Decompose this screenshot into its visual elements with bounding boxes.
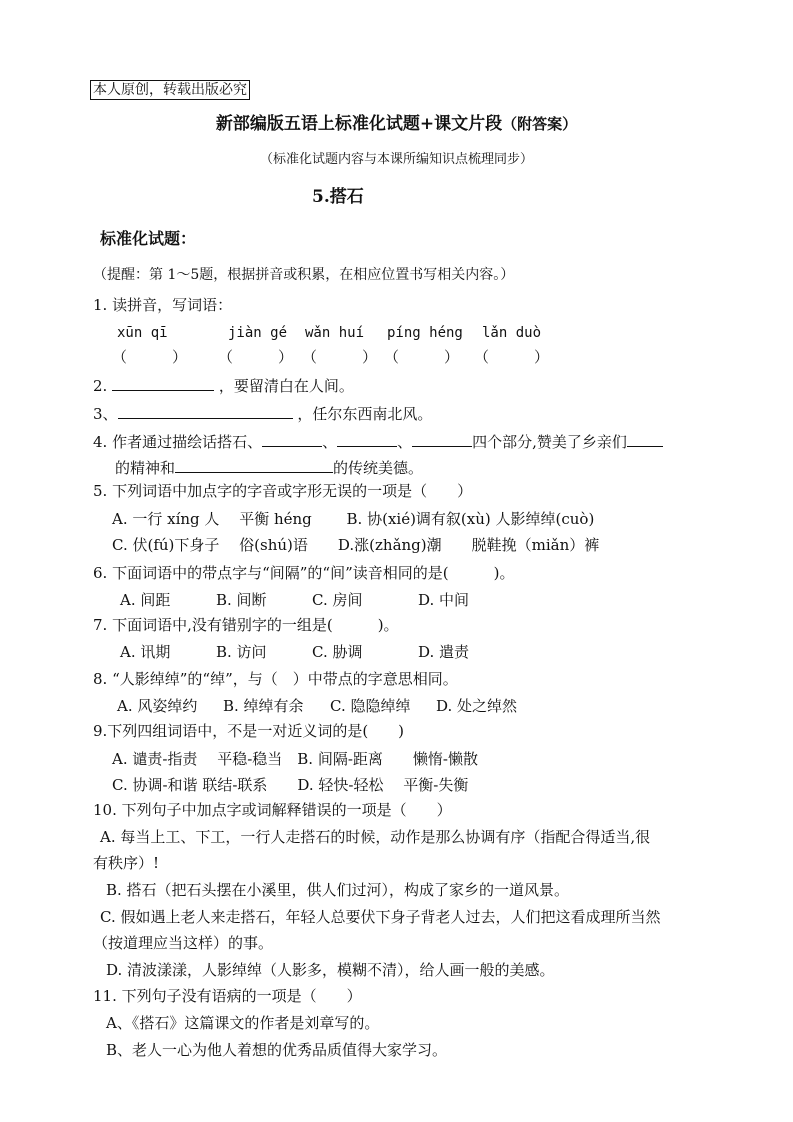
q10-option-c-line-1: C. 假如遇上老人来走搭石，年轻人总要伏下身子背老人过去，人们把这看成理所当然 [100, 908, 661, 926]
q7-option-d: D. 遣责 [418, 643, 470, 661]
q1-answer-box-1[interactable]: （ ） [112, 348, 188, 366]
q8-option-b: B. 绰绰有余 [223, 697, 304, 715]
section-heading: 标准化试题： [100, 229, 197, 248]
question-8-stem: 8. “人影绰绰”的“绰”，与（ ）中带点的字意思相同。 [93, 670, 458, 688]
q9-options-row-1: A. 谴责-指责 平稳-稳当 B. 间隔-距离 懒惰-懒散 [112, 750, 478, 768]
q1-pinyin-3: wǎn huí [305, 325, 365, 341]
q6-option-a: A. 间距 [120, 591, 171, 609]
q4-text-c: 的精神和 [115, 459, 176, 477]
question-4-line-1 [93, 431, 663, 452]
q4-sep-1: 、 [322, 433, 338, 451]
q4-text-a: 4. 作者通过描绘话搭石、 [93, 433, 263, 451]
copyright-stamp: 本人原创，转载出版必究 [90, 80, 250, 100]
q6-option-c: C. 房间 [312, 591, 363, 609]
q10-option-d: D. 清波漾漾，人影绰绰（人影多，模糊不清），给人画一般的美感。 [106, 961, 555, 979]
q5-options-row-1: A. 一行 xíng 人 平衡 héng B. 协(xié)调有叙(xù) 人影绰绰(cuò) [112, 510, 595, 528]
q1-pinyin-2: jiàn gé [228, 325, 288, 341]
q4-sep-2: 、 [397, 433, 413, 451]
q5-options-row-2: C. 伏(fú)下身子 俗(shú)语 D.涨(zhǎng)潮 脱鞋挽（miǎn）裤 [112, 536, 600, 554]
q3-answer-blank[interactable] [118, 403, 293, 419]
question-5-stem: 5. 下列词语中加点字的字音或字形无误的一项是（ ） [93, 482, 473, 500]
q4-blank-2[interactable] [337, 431, 397, 447]
question-2 [93, 375, 354, 396]
question-11-stem: 11. 下列句子没有语病的一项是（ ） [93, 987, 362, 1005]
q10-option-c-line-2: （按道理应当这样）的事。 [93, 934, 274, 952]
q2-answer-blank[interactable] [112, 375, 214, 391]
q1-answer-box-3[interactable]: （ ） [302, 348, 378, 366]
q1-pinyin-1: xūn qī [117, 325, 168, 341]
q1-pinyin-4: píng héng [387, 325, 463, 341]
question-6-stem: 6. 下面词语中的带点字与“间隔”的“间”读音相同的是( )。 [93, 564, 515, 582]
q2-text: ，要留清白在人间。 [218, 377, 354, 395]
title-main: 新部编版五语上标准化试题+课文片段 [215, 114, 503, 134]
question-4-line-2 [115, 457, 423, 478]
question-3 [93, 403, 432, 424]
q7-option-b: B. 访问 [216, 643, 267, 661]
q11-option-a: A、《搭石》这篇课文的作者是刘章写的。 [106, 1014, 380, 1032]
title-tail: （附答案） [502, 115, 578, 133]
q4-blank-4[interactable] [627, 431, 663, 447]
page-subtitle: （标准化试题内容与本课所编知识点梳理同步） [259, 152, 533, 167]
question-9-stem: 9.下列四组词语中，不是一对近义词的是( ) [93, 722, 405, 740]
q10-option-a-line-2: 有秩序）! [93, 854, 160, 872]
q2-number: 2. [93, 377, 108, 395]
q9-options-row-2: C. 协调-和谐 联结-联系 D. 轻快-轻松 平衡-失衡 [112, 776, 469, 794]
lesson-title: 5.搭石 [312, 187, 364, 207]
q10-option-b: B. 搭石（把石头摆在小溪里，供人们过河），构成了家乡的一道风景。 [106, 881, 570, 899]
q4-blank-5[interactable] [175, 457, 333, 473]
q3-text: ，任尔东西南北风。 [297, 405, 433, 423]
q11-option-b: B、老人一心为他人着想的优秀品质值得大家学习。 [106, 1041, 448, 1059]
instruction-hint: （提醒：第 1～5题，根据拼音或积累，在相应位置书写相关内容。） [93, 267, 515, 283]
q1-answer-box-2[interactable]: （ ） [218, 348, 294, 366]
q1-answer-box-4[interactable]: （ ） [384, 348, 460, 366]
q4-blank-3[interactable] [412, 431, 472, 447]
q8-option-a: A. 风姿绰约 [117, 697, 198, 715]
q1-answer-box-5[interactable]: （ ） [474, 348, 550, 366]
question-7-stem: 7. 下面词语中,没有错别字的一组是( )。 [93, 616, 399, 634]
question-1-stem: 1. 读拼音，写词语： [93, 296, 233, 314]
q4-blank-1[interactable] [262, 431, 322, 447]
q4-text-d: 的传统美德。 [333, 459, 424, 477]
page-title [0, 113, 793, 135]
q1-pinyin-5: lǎn duò [482, 325, 542, 341]
q10-option-a-line-1: A. 每当上工、下工，一行人走搭石的时候，动作是那么协调有序（指配合得适当,很 [100, 828, 651, 846]
question-10-stem: 10. 下列句子中加点字或词解释错误的一项是（ ） [93, 801, 452, 819]
q6-option-d: D. 中间 [418, 591, 470, 609]
q8-option-c: C. 隐隐绰绰 [330, 697, 411, 715]
q7-option-c: C. 胁调 [312, 643, 363, 661]
q3-number: 3、 [93, 405, 118, 423]
q4-text-b: 四个部分,赞美了乡亲们 [472, 433, 627, 451]
q6-option-b: B. 间断 [216, 591, 267, 609]
q8-option-d: D. 处之绰然 [436, 697, 518, 715]
q7-option-a: A. 讯期 [120, 643, 171, 661]
